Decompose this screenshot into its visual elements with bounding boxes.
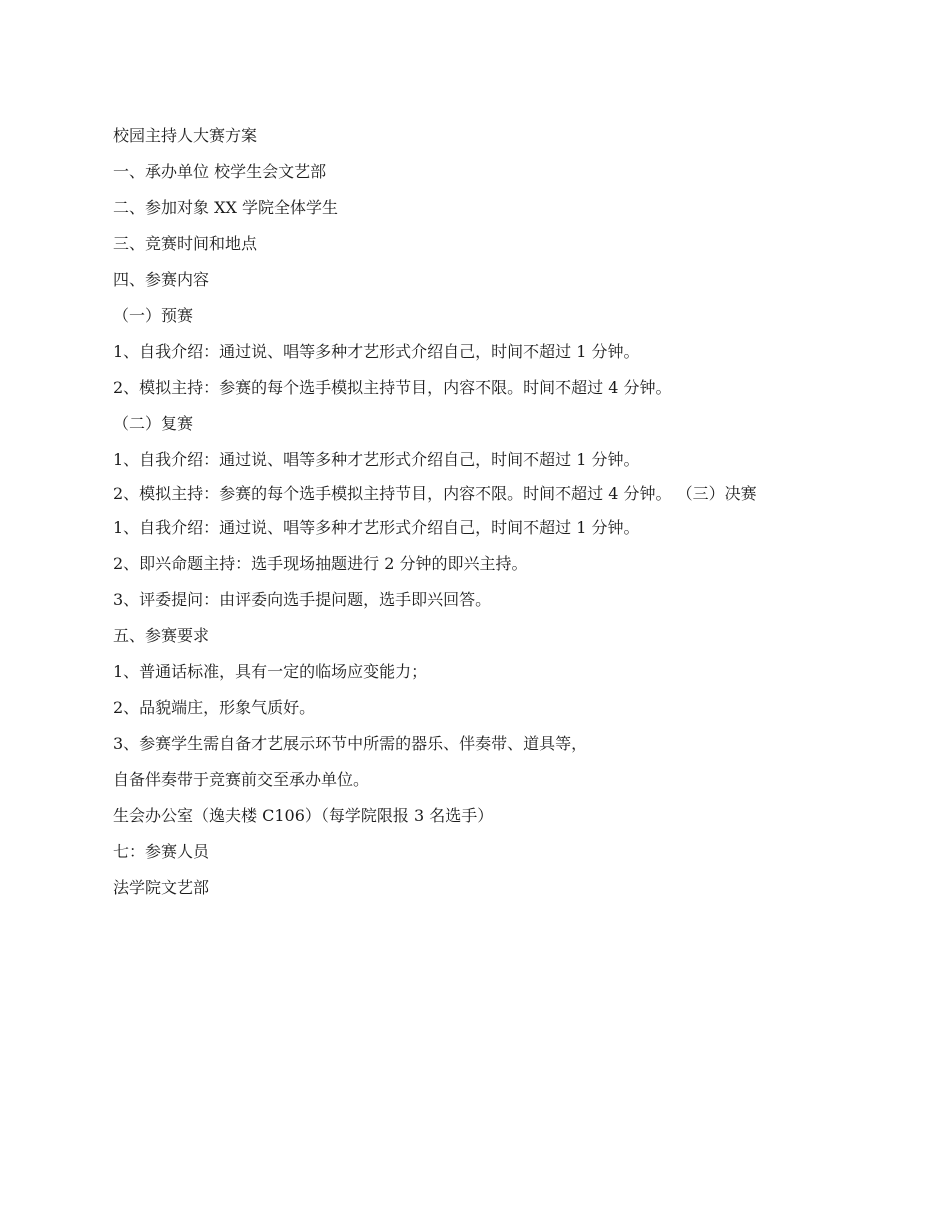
- text-line-organizer: 一、承办单位 校学生会文艺部: [113, 162, 327, 181]
- text-line-final-2: 2、即兴命题主持：选手现场抽题进行 2 分钟的即兴主持。: [113, 554, 528, 573]
- subsection-heading-prelim: （一）预赛: [113, 306, 194, 325]
- text-line-semifinal-2: 2、模拟主持：参赛的每个选手模拟主持节目，内容不限。时间不超过 4 分钟。 （三）决赛: [113, 484, 757, 503]
- text-line-participants: 二、参加对象 XX 学院全体学生: [113, 198, 338, 217]
- text-line-final-1: 1、自我介绍：通过说、唱等多种才艺形式介绍自己，时间不超过 1 分钟。: [113, 518, 640, 537]
- text-line-requirement-2: 2、品貌端庄，形象气质好。: [113, 698, 316, 717]
- section-heading-requirements: 五、参赛要求: [113, 626, 210, 645]
- text-line-office: 生会办公室（逸夫楼 C106）（每学院限报 3 名选手）: [113, 806, 494, 825]
- text-line-requirement-3: 3、参赛学生需自备才艺展示环节中所需的器乐、伴奏带、道具等，: [113, 734, 588, 753]
- text-line-prelim-1: 1、自我介绍：通过说、唱等多种才艺形式介绍自己，时间不超过 1 分钟。: [113, 342, 640, 361]
- text-line-requirement-1: 1、普通话标准，具有一定的临场应变能力；: [113, 662, 428, 681]
- text-line-final-3: 3、评委提问：由评委向选手提问题，选手即兴回答。: [113, 590, 492, 609]
- section-heading-participants: 七：参赛人员: [113, 842, 210, 861]
- document-title: 校园主持人大赛方案: [113, 126, 258, 145]
- text-line-accompaniment: 自备伴奏带于竞赛前交至承办单位。: [113, 770, 370, 789]
- text-line-time-place: 三、竞赛时间和地点: [113, 234, 258, 253]
- text-line-prelim-2: 2、模拟主持：参赛的每个选手模拟主持节目，内容不限。时间不超过 4 分钟。: [113, 378, 672, 397]
- section-heading-content: 四、参赛内容: [113, 270, 210, 289]
- document-body: [113, 126, 838, 914]
- text-line-semifinal-1: 1、自我介绍：通过说、唱等多种才艺形式介绍自己，时间不超过 1 分钟。: [113, 450, 640, 469]
- text-line-signature: 法学院文艺部: [113, 878, 210, 897]
- subsection-heading-semifinal: （二）复赛: [113, 414, 194, 433]
